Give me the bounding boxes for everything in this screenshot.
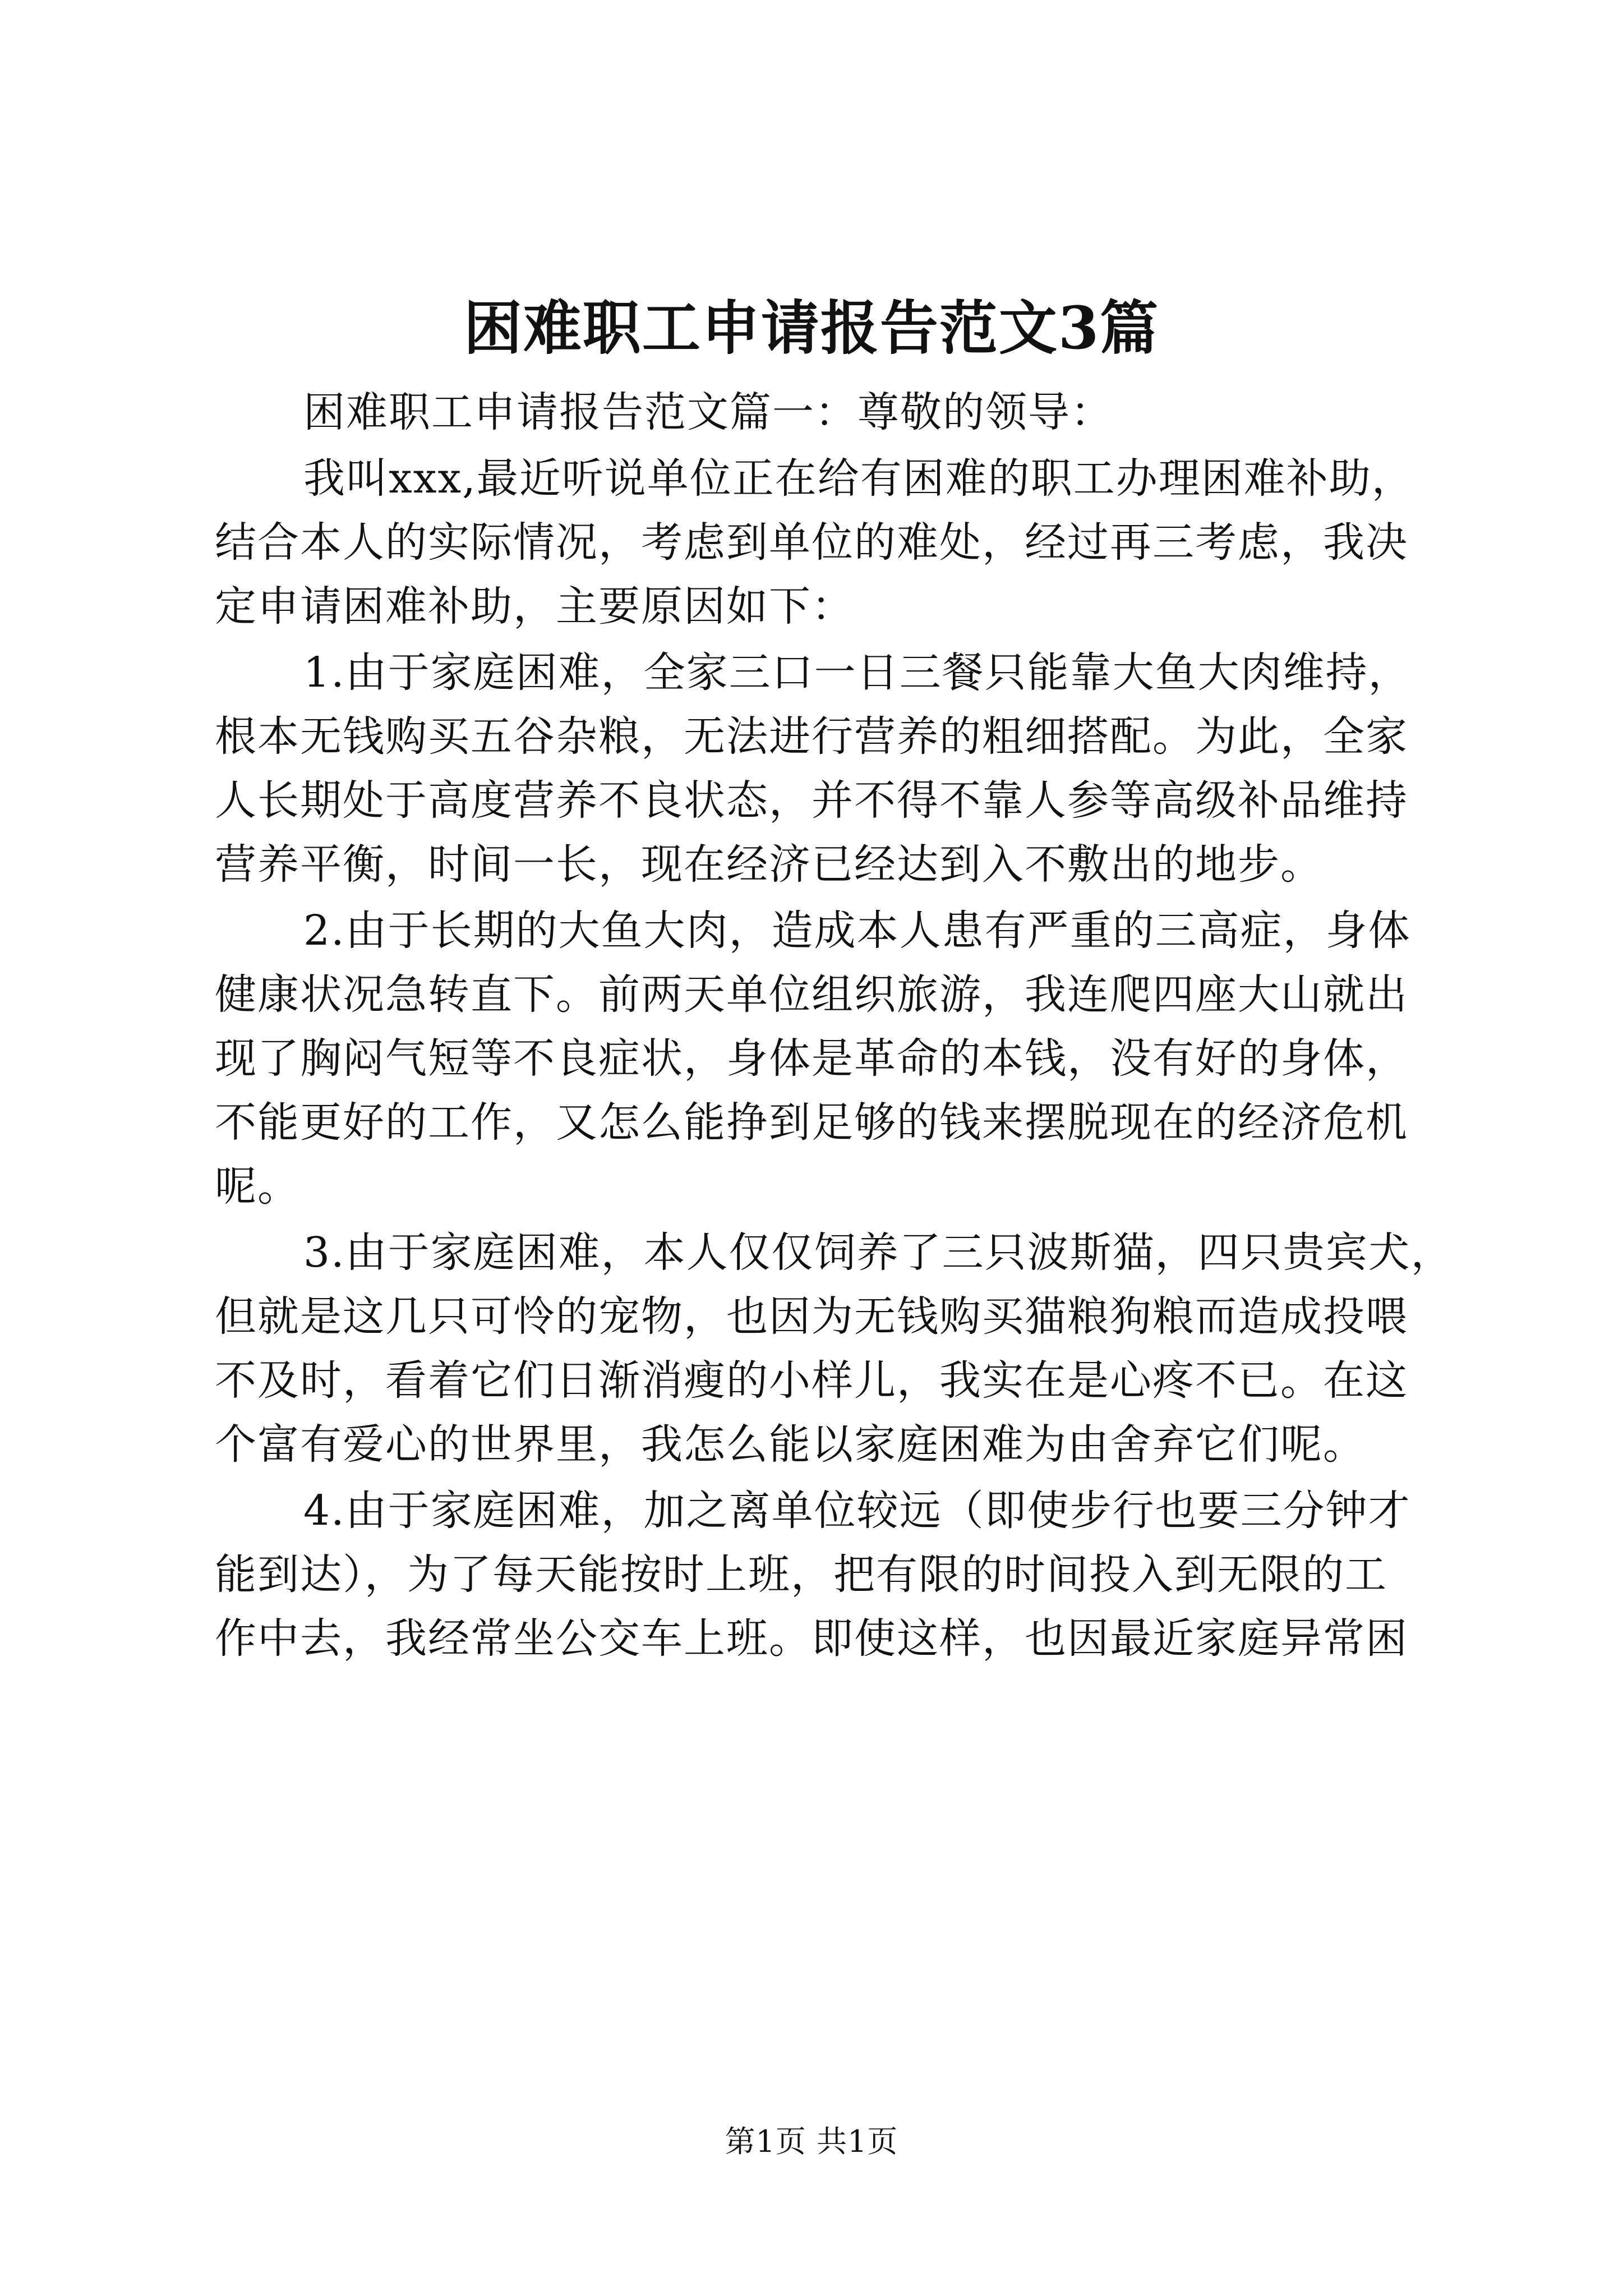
paragraph-line: 营养平衡，时间一长，现在经济已经达到入不敷出的地步。 (215, 840, 1323, 889)
paragraph-line: 不及时，看着它们日渐消瘦的小样儿，我实在是心疼不已。在这 (215, 1356, 1408, 1405)
paragraph-line: 不能更好的工作，又怎么能挣到足够的钱来摆脱现在的经济危机 (215, 1098, 1408, 1147)
page-footer: 第1页 共1页 (725, 2124, 898, 2159)
paragraph-line: 个富有爱心的世界里，我怎么能以家庭困难为由舍弃它们呢。 (215, 1420, 1366, 1469)
paragraph-line: 2.由于长期的大鱼大肉，造成本人患有严重的三高症，身体 (303, 907, 1411, 955)
paragraph-line: 结合本人的实际情况，考虑到单位的难处，经过再三考虑，我决 (215, 518, 1408, 567)
paragraph-line: 我叫xxx,最近听说单位正在给有困难的职工办理困难补助， (303, 454, 1414, 503)
document-title: 困难职工申请报告范文3篇 (463, 293, 1160, 362)
document-body (215, 380, 1454, 1671)
paragraph-line: 1.由于家庭困难，全家三口一日三餐只能靠大鱼大肉维持， (303, 648, 1411, 697)
paragraph-line: 现了胸闷气短等不良症状，身体是革命的本钱，没有好的身体， (215, 1034, 1408, 1083)
paragraph-line: 能到达），为了每天能按时上班，把有限的时间投入到无限的工 (215, 1550, 1387, 1599)
paragraph-line: 3.由于家庭困难，本人仅仅饲养了三只波斯猫，四只贵宾犬， (303, 1228, 1454, 1277)
paragraph-line: 但就是这几只可怜的宠物，也因为无钱购买猫粮狗粮而造成投喂 (215, 1292, 1408, 1341)
intro-line: 困难职工申请报告范文篇一：尊敬的领导： (303, 388, 1113, 436)
paragraph-line: 根本无钱购买五谷杂粮，无法进行营养的粗细搭配。为此，全家 (215, 712, 1408, 761)
paragraph-line: 呢。 (215, 1162, 300, 1211)
paragraph-line: 定申请困难补助，主要原因如下： (215, 582, 854, 631)
paragraph-line: 人长期处于高度营养不良状态，并不得不靠人参等高级补品维持 (215, 776, 1408, 825)
paragraph-line: 作中去，我经常坐公交车上班。即使这样，也因最近家庭异常困 (215, 1614, 1408, 1663)
paragraph-line: 4.由于家庭困难，加之离单位较远（即使步行也要三分钟才 (303, 1487, 1411, 1535)
paragraph-line: 健康状况急转直下。前两天单位组织旅游，我连爬四座大山就出 (215, 970, 1408, 1019)
